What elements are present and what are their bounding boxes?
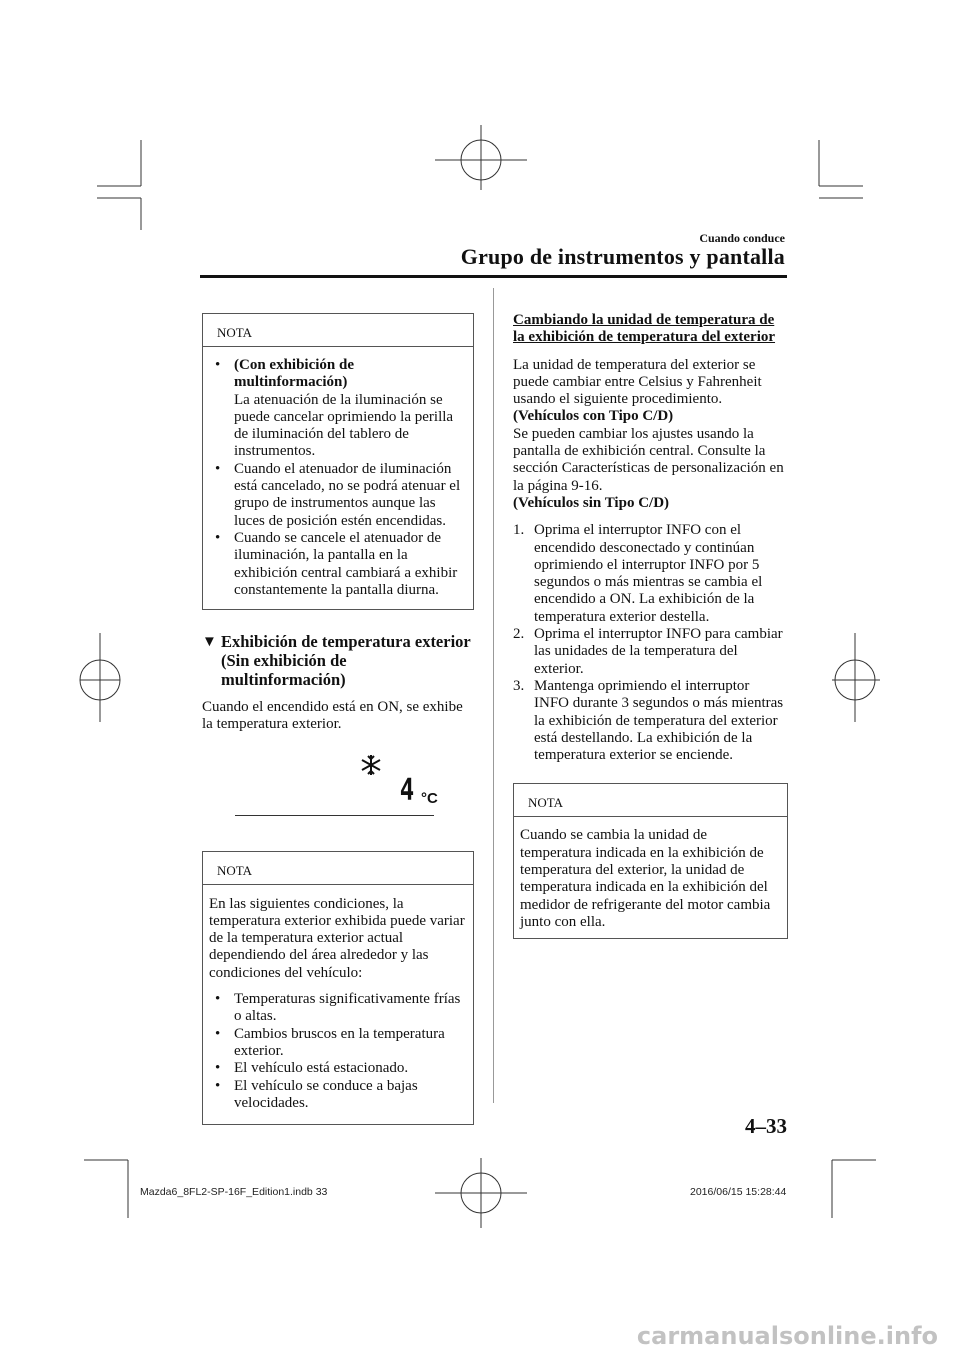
header-rule <box>200 275 787 278</box>
section-text: Cuando el encendido está en ON, se exhibe la temperatura exterior. <box>202 699 463 733</box>
subsection-heading: Cambiando la unidad de temperatura de la exhibición de temperatura del exterior <box>513 312 776 346</box>
section-heading: ▼ Exhibición de temperatura exterior (Sin exhibición de multinformación) <box>202 632 471 689</box>
watermark: carmanualsonline.info <box>636 1322 938 1350</box>
page-number: 4–33 <box>745 1114 787 1138</box>
note-label: NOTA <box>217 862 253 878</box>
list-item: 2. Oprima el interruptor INFO para cambiar las unidades de la temperatura del exterior. <box>513 626 783 677</box>
footer-filename: Mazda6_8FL2-SP-16F_Edition1.indb 33 <box>140 1186 328 1198</box>
footer-timestamp: 2016/06/15 15:28:44 <box>690 1186 787 1198</box>
variant-text-with-cd: Se pueden cambiar los ajustes usando la pantalla de exhibición central. Consulte la sección Características de personalización en la página 9-16. <box>513 425 784 494</box>
list-item: • Temperaturas significativamente frías o altas. <box>215 991 461 1025</box>
variant-label-without-cd: (Vehículos sin Tipo C/D) <box>513 494 670 511</box>
section-label: Cuando conduce <box>699 231 785 245</box>
note-label: NOTA <box>528 795 564 811</box>
note-box-temperature <box>202 851 474 1125</box>
note-text: Cuando se cambia la unidad de temperatura indicada en la exhibición de temperatura del exterior, la unidad de temperatura indicada en la exhibición del medidor de refrigerante del motor cambia junto con ella. <box>520 827 771 930</box>
note-box-unit <box>513 783 788 939</box>
list-item: • El vehículo se conduce a bajas velocidades. <box>215 1077 418 1111</box>
list-item: 1. Oprima el interruptor INFO con el encendido desconectado y continúan oprimiendo el interruptor INFO por 5 segundos o más mientras se cambia el encendido a ON. La exhibición de la temperatura exterior destella. <box>513 522 763 625</box>
list-item: • Cuando se cancele el atenuador de iluminación, la pantalla en la exhibición central cambiará a exhibir constantemente la pantalla diurna. <box>215 529 458 598</box>
triangle-down-icon: ▼ <box>202 634 217 650</box>
note-box-dimmer <box>202 313 474 610</box>
right-column <box>513 312 788 939</box>
watermark-bar <box>0 1316 960 1358</box>
left-column <box>202 313 474 1125</box>
list-item: • Cambios bruscos en la temperatura exterior. <box>215 1025 445 1059</box>
note-label: NOTA <box>217 325 253 340</box>
note-intro: En las siguientes condiciones, la temperatura exterior exhibida puede variar de la temperatura exterior actual dependiendo del área alrededor y las condiciones del vehículo: <box>209 895 465 981</box>
intro-text: La unidad de temperatura del exterior se puede cambiar entre Celsius y Fahrenheit usando el siguiente procedimiento. <box>513 356 762 408</box>
list-item: • El vehículo está estacionado. <box>215 1060 409 1077</box>
snowflake-icon <box>360 754 382 776</box>
steps-list <box>513 522 788 764</box>
display-underline <box>235 815 434 816</box>
list-item: • (Con exhibición de multinformación) La atenuación de la iluminación se puede cancelar oprimiendo la perilla de iluminación del tablero de instrumentos. <box>215 357 454 460</box>
page-title: Grupo de instrumentos y pantalla <box>460 244 785 269</box>
list-item: 3. Mantenga oprimiendo el interruptor INFO durante 3 segundos o más mientras la exhibición de temperatura del exterior está destellando. La exhibición de la temperatura exterior se enciende. <box>513 677 784 764</box>
column-divider <box>493 288 494 1103</box>
list-item: • Cuando el atenuador de iluminación está cancelado, no se podrá atenuar el grupo de instrumentos aunque las luces de posición estén encendidas. <box>215 460 461 529</box>
variant-label-with-cd: (Vehículos con Tipo C/D) <box>513 408 674 425</box>
temperature-digit: 4 <box>399 772 415 808</box>
temperature-unit: °C <box>421 789 438 807</box>
note-list <box>209 991 467 1112</box>
note-list <box>209 357 467 599</box>
temperature-display <box>202 734 474 834</box>
